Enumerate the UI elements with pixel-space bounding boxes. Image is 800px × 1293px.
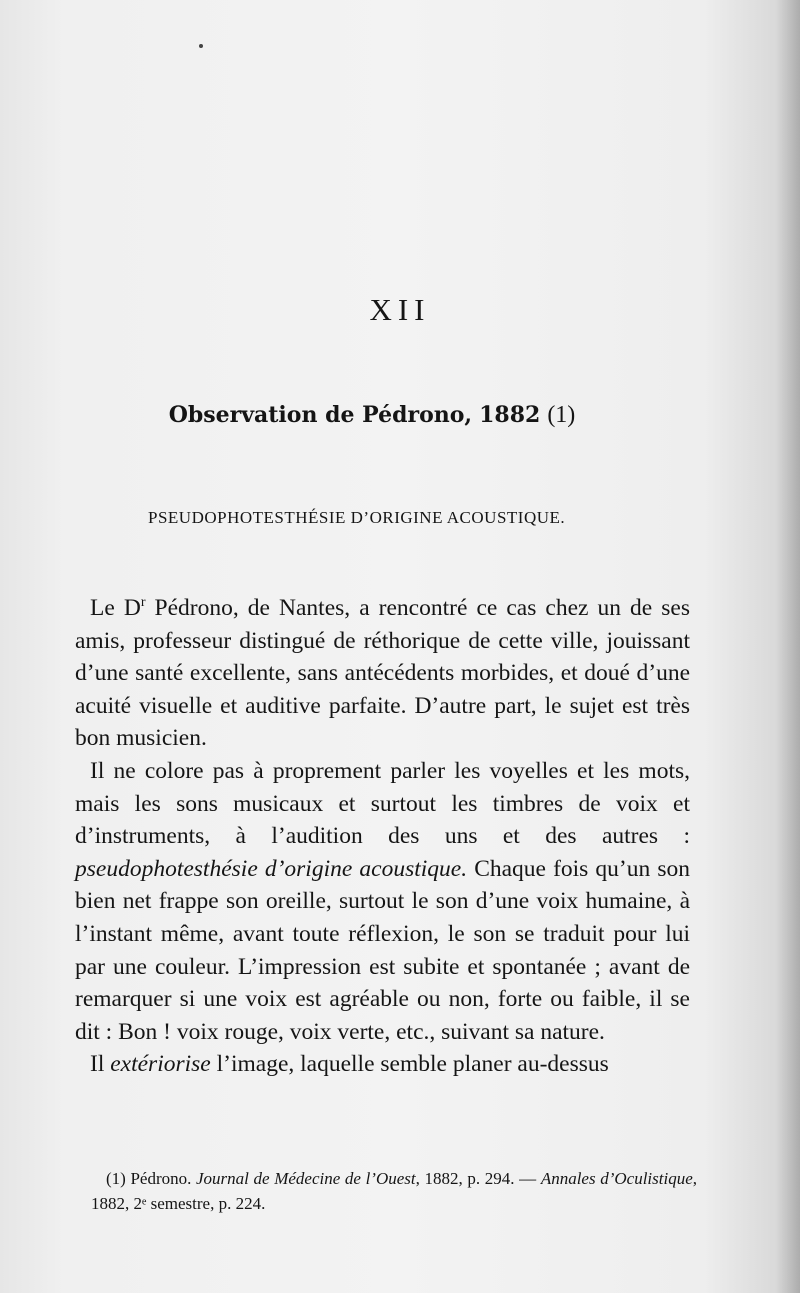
paragraph-text: l’image, laquelle semble planer au-dessus	[210, 1051, 609, 1078]
footnote-journal: Annales d’Oculistique	[540, 1169, 693, 1188]
paragraph	[75, 1048, 690, 1081]
section-title-year: 1882	[479, 402, 541, 428]
footnote-author: Pédrono.	[125, 1169, 197, 1188]
paragraph-text: Il ne colore pas à proprement parler les voyelles et les mots, mais les sons musicaux et surtout les timbres de voix et d’instruments, à l’audition des uns et des autres :	[75, 757, 690, 850]
section-subtitle: PSEUDOPHOTESTHÉSIE D’ORIGINE ACOUSTIQUE.	[148, 508, 566, 527]
italic-term: pseudophotesthésie d’origine acoustique.	[75, 855, 468, 882]
footnote-text: , 1882, 2ᵉ semestre, p. 224.	[91, 1169, 698, 1213]
superscript: r	[140, 595, 146, 611]
italic-term: extériorise	[110, 1051, 211, 1078]
footnote	[91, 1166, 697, 1216]
paragraph	[75, 592, 690, 755]
paragraph	[75, 755, 690, 1048]
paragraph-text: Le D	[90, 595, 141, 621]
footnote-text: , 1882, p. 294. —	[415, 1169, 541, 1188]
paragraph-text: Il	[90, 1051, 111, 1078]
section-title-name: Observation de Pédrono,	[168, 402, 473, 428]
footnote-reference: (1)	[547, 402, 576, 428]
paragraph-text: Pédrono, de Nantes, a rencontré ce cas chez un de ses amis, professeur distingué de réthorique de cette ville, jouissant d’une santé excellente, sans antécédents morbides, et doué d’une acuité visuelle et auditive parfaite. D’autre part, le sujet est très bon musicien.	[75, 595, 690, 752]
body-text	[75, 592, 690, 1081]
ink-speck	[199, 44, 203, 48]
paragraph-text: Chaque fois qu’un son bien net frappe son oreille, surtout le son d’une voix humaine, à l’instant même, avant toute réflexion, le son se traduit pour lui par une couleur. L’impression est subite et spontanée ; avant de remarquer si une voix est agréable ou non, forte ou faible, il se dit : Bon ! voix rouge, voix verte, etc., suivant sa nature.	[75, 855, 690, 1045]
chapter-number: XII	[369, 292, 431, 327]
footnote-marker: (1)	[106, 1169, 126, 1188]
footnote-journal: Journal de Médecine de l’Ouest	[196, 1169, 416, 1188]
section-title	[0, 402, 744, 429]
